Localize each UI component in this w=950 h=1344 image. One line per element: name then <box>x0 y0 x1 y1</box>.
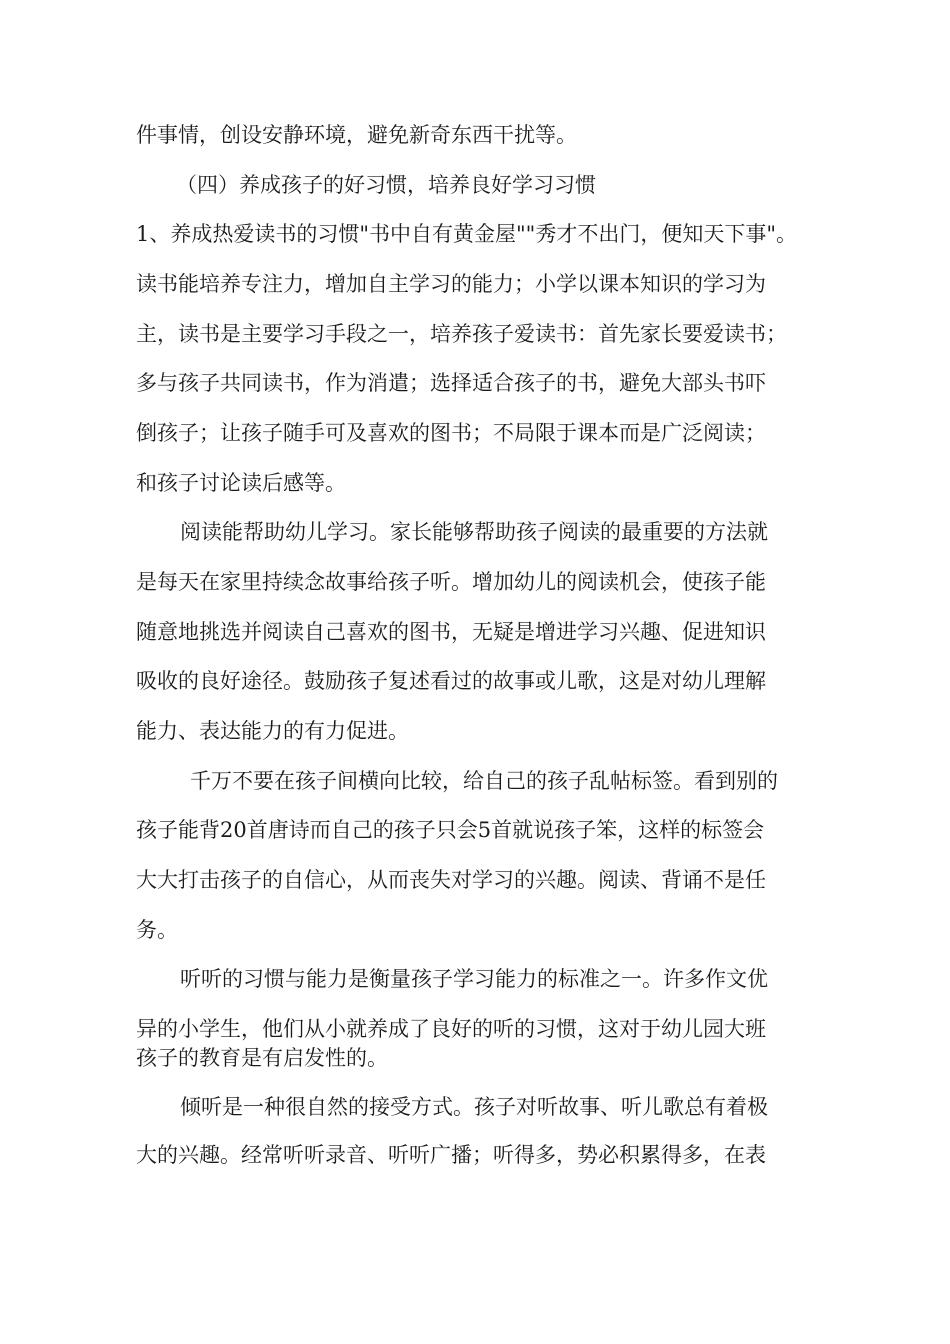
text-line-5: 主，读书是主要学习手段之一，培养孩子爱读书：首先家长要爱读书； <box>136 322 787 346</box>
text-line-20: 孩子的教育是有启发性的。 <box>136 1046 388 1070</box>
text-line-8: 和孩子讨论读后感等。 <box>136 471 346 495</box>
text-line-6: 多与孩子共同读书，作为消遣；选择适合孩子的书，避免大部头书吓 <box>136 371 766 395</box>
text-line-12: 吸收的良好途径。鼓励孩子复述看过的故事或儿歌，这是对幼儿理解 <box>136 669 766 693</box>
text-line-16: 大大打击孩子的自信心，从而丧失对学习的兴趣。阅读、背诵不是任 <box>136 868 766 892</box>
text-line-14: 千万不要在孩子间横向比较，给自己的孩子乱帖标签。看到别的 <box>190 769 778 793</box>
text-line-7: 倒孩子；让孩子随手可及喜欢的图书；不局限于课本而是广泛阅读； <box>136 421 766 445</box>
text-line-10: 是每天在家里持续念故事给孩子听。增加幼儿的阅读机会，使孩子能 <box>136 570 766 594</box>
text-line-15: 孩子能背20首唐诗而自己的孩子只会5首就说孩子笨，这样的标签会 <box>136 818 765 842</box>
text-line-11: 随意地挑选并阅读自己喜欢的图书，无疑是增进学习兴趣、促进知识 <box>136 620 766 644</box>
text-line-17: 务。 <box>136 918 178 942</box>
text-line-22: 大的兴趣。经常听听录音、听听广播；听得多，势必积累得多，在表 <box>136 1143 766 1167</box>
text-line-19: 异的小学生，他们从小就养成了良好的听的习惯，这对于幼儿园大班 <box>136 1017 766 1041</box>
text-line-1: 件事情，创设安静环境，避免新奇东西干扰等。 <box>136 123 577 147</box>
text-line-13: 能力、表达能力的有力促进。 <box>136 719 409 743</box>
text-line-18: 听听的习惯与能力是衡量孩子学习能力的标准之一。许多作文优 <box>180 967 768 991</box>
text-line-9: 阅读能帮助幼儿学习。家长能够帮助孩子阅读的最重要的方法就 <box>180 520 768 544</box>
text-line-3: 1、养成热爱读书的习惯"书中自有黄金屋""秀才不出门，便知天下事"。 <box>136 222 797 246</box>
text-line-21: 倾听是一种很自然的接受方式。孩子对听故事、听儿歌总有着极 <box>180 1095 768 1119</box>
section-heading: （四）养成孩子的好习惯，培养良好学习习惯 <box>176 173 596 197</box>
text-line-4: 读书能培养专注力，增加自主学习的能力；小学以课本知识的学习为 <box>136 272 766 296</box>
